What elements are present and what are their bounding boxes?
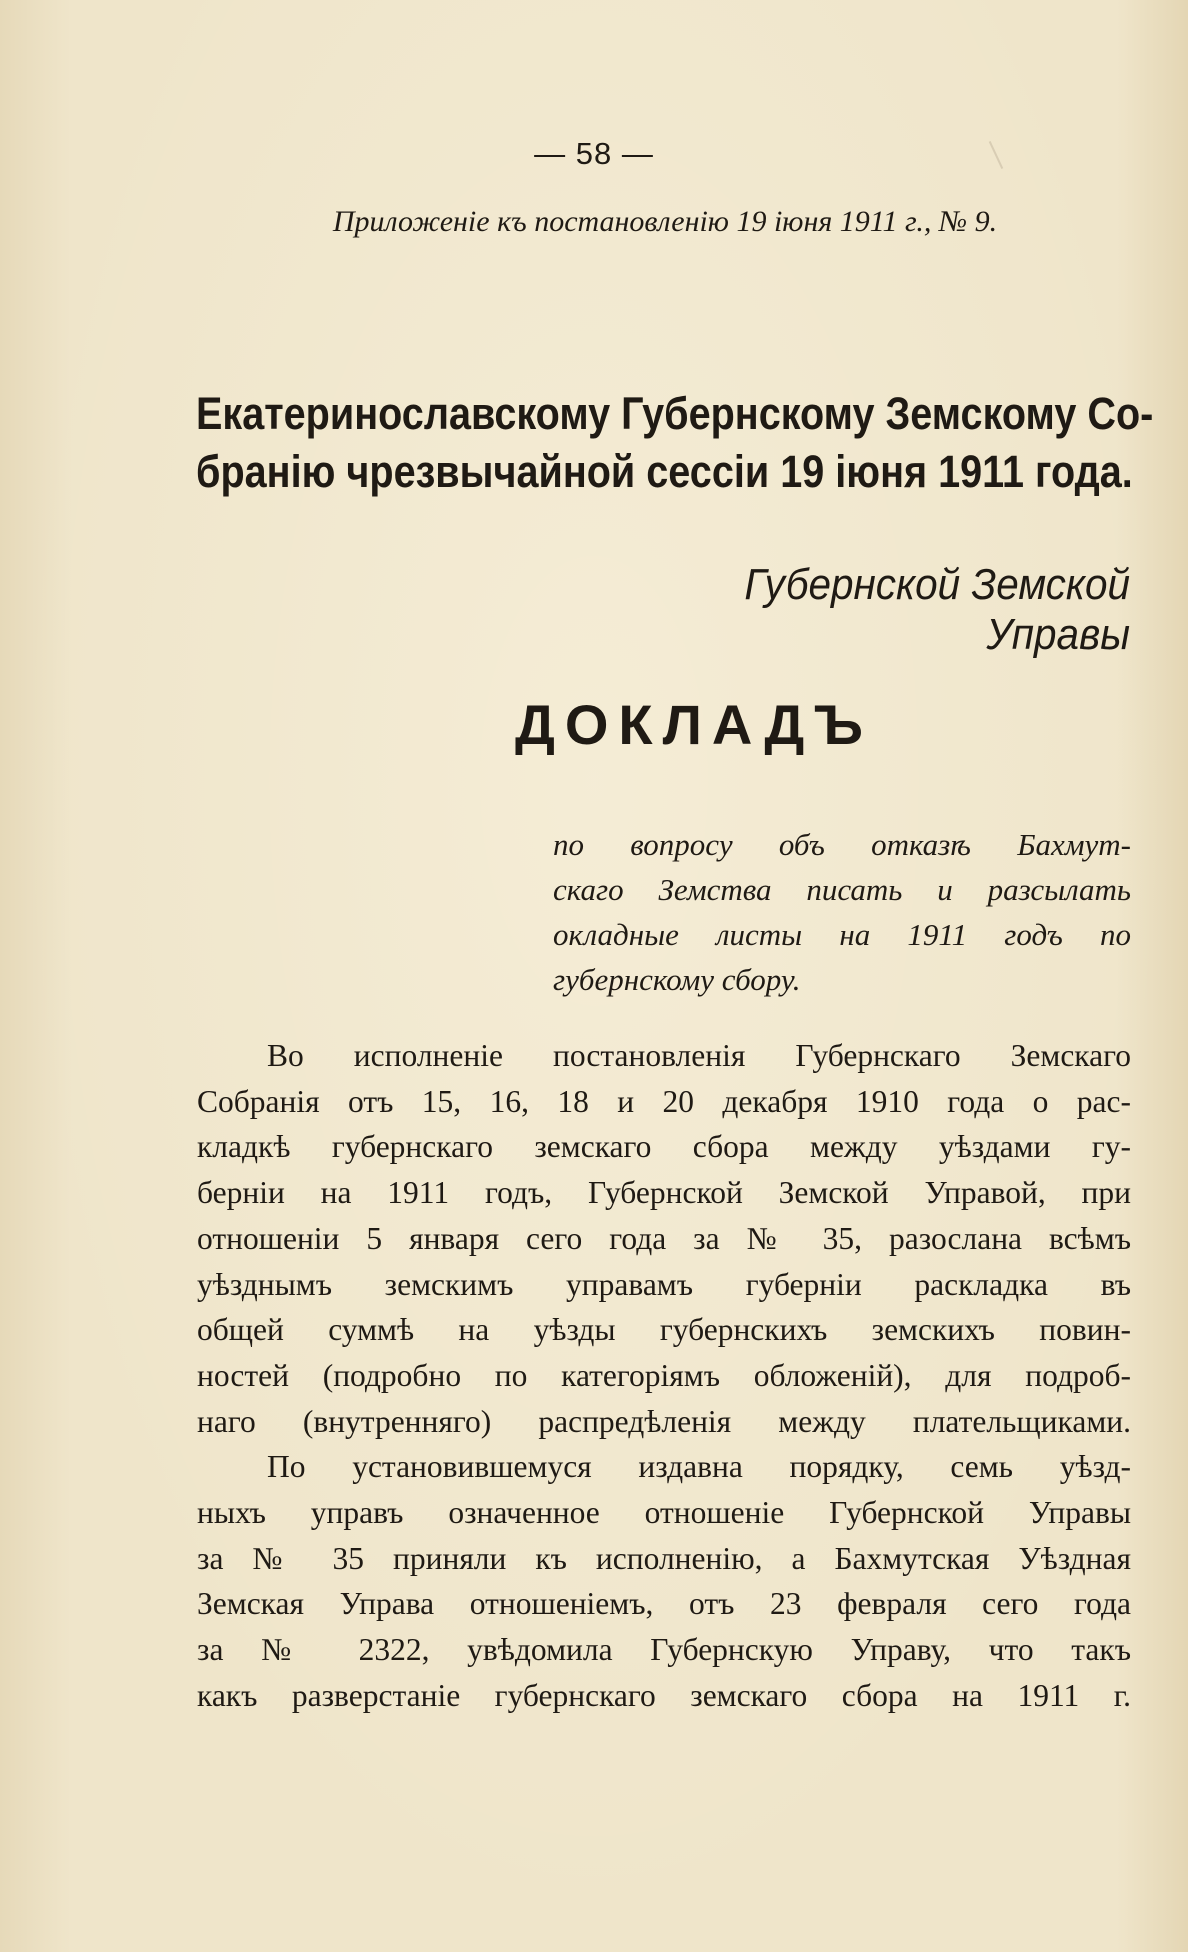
paragraph-line: за № 35 приняли къ исполненію, а Бахмутская Уѣздная [197,1540,1131,1576]
heading-line: бранію чрезвычайной сессіи 19 іюня 1911 года. [196,446,1133,497]
appendix-reference: Приложеніе къ постановленію 19 іюня 1911 г., № 9. [332,205,998,238]
subject-line: губернскому сбору. [553,962,801,997]
paragraph-line: ностей (подробно по категоріямъ обложеній), для подроб- [197,1357,1131,1393]
paragraph-line: ныхъ управъ означенное отношеніе Губернской Управы [197,1495,1131,1531]
paragraph-line: По установившемуся издавна порядку, семь уѣзд- [267,1449,1131,1485]
paragraph-line: берніи на 1911 годъ, Губернской Земской Управой, при [197,1175,1131,1211]
paragraph-line: Собранія отъ 15, 16, 18 и 20 декабря 1910 года о рас- [197,1083,1131,1119]
paragraph-line: за № 2322, увѣдомила Губернскую Управу, что такъ [197,1632,1131,1668]
subject-line: скаго Земства писать и разсылать [553,872,1131,907]
paragraph-line: Во исполненіе постановленія Губернскаго Земскаго [267,1038,1131,1073]
document-title: ДОКЛАДЪ [514,693,874,756]
page-number: — 58 — [534,136,654,171]
paragraph-line: Земская Управа отношеніемъ, отъ 23 февраля сего года [197,1586,1131,1622]
paragraph-line: уѣзднымъ земскимъ управамъ губерніи раскладка въ [197,1266,1131,1302]
body-text [197,1033,1131,1719]
paragraph-line: общей суммѣ на уѣзды губернскихъ земскихъ повин- [197,1312,1131,1348]
issuing-authority: Губернской Земской Управы [744,560,1130,659]
document-heading [196,385,1154,501]
paragraph-line: наго (внутренняго) распредѣленія между плательщиками. [197,1403,1131,1439]
paragraph-line: какъ разверстаніе губернскаго земскаго сбора на 1911 г. [197,1677,1131,1713]
heading-line: Екатеринославскому Губернскому Земскому Со- [196,388,1154,439]
paragraph-line: кладкѣ губернскаго земскаго сбора между уѣздами гу- [197,1129,1131,1165]
report-subject [553,822,1131,1002]
subject-line: окладные листы на 1911 годъ по [553,917,1131,952]
paragraph-line: отношеніи 5 января сего года за № 35, разослана всѣмъ [197,1220,1131,1256]
subject-line: по вопросу объ отказѣ Бахмут- [553,827,1131,862]
